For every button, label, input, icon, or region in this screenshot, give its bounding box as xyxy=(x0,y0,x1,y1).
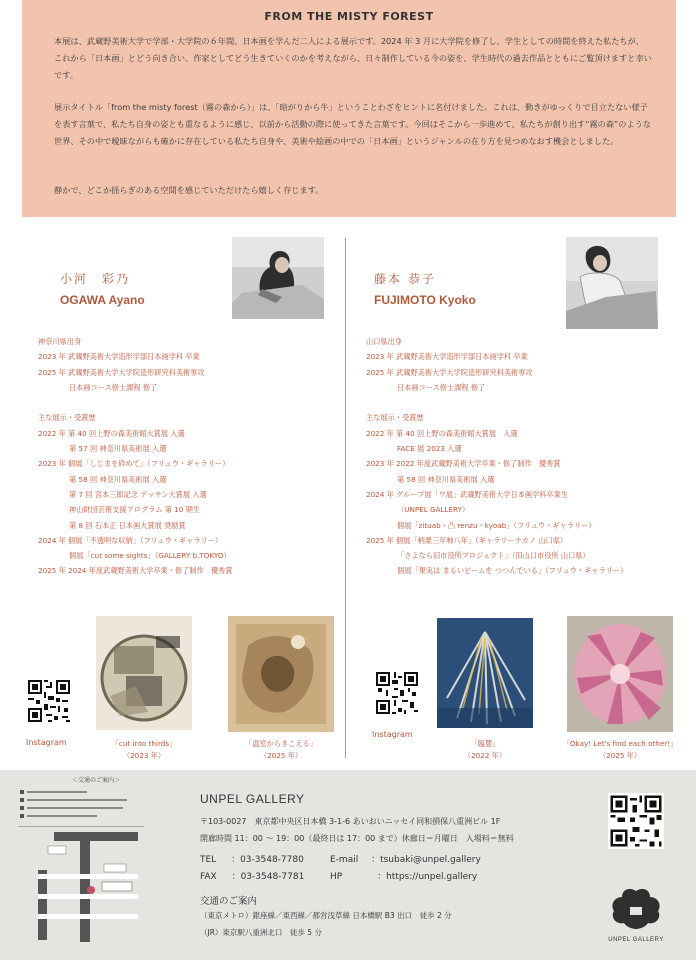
bio-line: 2022 年 第 40 回上野の森美術館大賞展 入選 xyxy=(366,428,518,438)
access-map xyxy=(18,774,144,948)
artist2-instagram-label[interactable]: Instagram xyxy=(372,730,413,739)
access-jr: （JR）東京駅八重洲北口 徒歩 5 分 xyxy=(200,928,322,937)
artist2-bio xyxy=(366,334,627,579)
fax-row xyxy=(200,869,304,882)
gallery-logo xyxy=(608,885,664,945)
bio-line: 2023 年 2022 年度武蔵野美術大学卒業・修了制作 優秀賞 xyxy=(366,459,561,469)
bio-gap xyxy=(366,395,627,410)
logo-text: UNPEL GALLERY xyxy=(608,937,664,943)
fax-label: FAX xyxy=(200,872,217,882)
artist2-work2-caption xyxy=(553,738,687,762)
work-year: （2022 年） xyxy=(463,751,507,760)
work-year: （2025 年） xyxy=(598,751,642,760)
bio-line: 2024 年 グループ展「ワ展」武蔵野美術大学日本画学科卒業生 xyxy=(366,489,568,499)
bio-line: 2025 年 武蔵野美術大学大学院造形研究科美術専攻 xyxy=(38,367,205,377)
artist1-work1-image xyxy=(96,616,192,730)
email-label: E-mail xyxy=(330,855,359,865)
bio-line: 2025 年 武蔵野美術大学大学院造形研究科美術専攻 xyxy=(366,367,533,377)
tel-value[interactable]: ：03-3548-7780 xyxy=(231,855,304,865)
map-title: ＜交通のご案内＞ xyxy=(72,777,121,784)
bio-line: 2025 年 2024 年度武蔵野美術大学卒業・修了制作 優秀賞 xyxy=(38,566,233,576)
artist1-instagram-label[interactable]: Instagram xyxy=(26,738,67,747)
bio-line: 第 8 回 石本正 日本画大賞展 奨励賞 xyxy=(38,520,186,530)
hp-value[interactable]: ：https://unpel.gallery xyxy=(377,872,478,882)
email-value[interactable]: ：tsubaki@unpel.gallery xyxy=(371,855,481,865)
bio-line: 神山財団芸術支援プログラム 第 10 期生 xyxy=(38,505,200,515)
artist1-work1-caption xyxy=(86,738,202,762)
bio-line: 山口県出身 xyxy=(366,337,402,346)
bio-line: 神奈川県出身 xyxy=(38,337,82,346)
bio-line: 第 57 回 神奈川県美術展 入選 xyxy=(38,444,167,454)
artist1-name-jp: 小河 彩乃 xyxy=(60,272,131,286)
bio-line: 2025 年 個展「柄栗三年柿八年」（ギャラリーナカノ 山口県） xyxy=(366,535,568,545)
bio-line: 日本画コース修士課程 修了 xyxy=(366,382,486,392)
work-title: 「Okay! Let's find each other!」 xyxy=(562,739,678,748)
tel-label: TEL xyxy=(200,855,217,865)
artist1-name-en: OGAWA Ayano xyxy=(60,293,145,307)
gallery-address: 〒103-0027 東京都中央区日本橋 3-1-6 あいおいニッセイ同和損保八重洲ビル 1F xyxy=(200,817,501,826)
bio-line: 第 58 回 神奈川県美術展 入選 xyxy=(38,474,167,484)
bio-line: 主な展示・受賞歴 xyxy=(38,413,96,423)
hp-label: HP xyxy=(330,872,343,882)
intro-paragraph-1: 本展は、武蔵野美術大学で学部・大学院の６年間、日本画を学んだ二人による展示です。2024 年 3 月に大学院を修了し、学生としての時間を終えた私たちが、これから「日本画」とどう向き合い、作家としてどう生きていくのかを考えながら、日々制作している今の姿を、学生時代の過去作品とともにご覧頂けますと幸いです。 xyxy=(54,36,652,80)
artist2-name-jp: 藤本 恭子 xyxy=(374,272,436,286)
access-metro: （東京メトロ）銀座線／東西線／都営浅草線 日本橋駅 B3 出口 徒歩 2 分 xyxy=(200,911,452,920)
artist2-work1-image xyxy=(437,618,533,728)
artist1-work2-image xyxy=(228,616,334,732)
bio-line: 第 58 回 神奈川県美術展 入選 xyxy=(366,474,495,484)
bio-line: 2023 年 個展「しじまを砕めて」（フリュウ・ギャラリー） xyxy=(38,459,230,469)
work-year: （2025 年） xyxy=(259,751,303,760)
artist2-work1-caption xyxy=(427,738,543,762)
artist2-portrait xyxy=(566,237,658,329)
artist2-work2-image xyxy=(567,616,673,732)
artist1-bio xyxy=(38,334,232,579)
column-divider xyxy=(345,238,346,758)
email-row xyxy=(330,852,481,865)
access-title: 交通のご案内 xyxy=(200,896,258,907)
bio-gap xyxy=(38,395,232,410)
bio-line: 2024 年 個展「不透明な収納」（フリュウ・ギャラリー） xyxy=(38,535,223,545)
intro-paragraph-3: 静かで、どこか揺らぎのある空間を感じていただけたら嬉しく存じます。 xyxy=(54,185,324,195)
artist1-portrait xyxy=(232,237,324,319)
bio-line: 2023 年 武蔵野美術大学造形学部日本画学科 卒業 xyxy=(366,352,528,362)
work-title: 「臨嬰」 xyxy=(470,739,500,748)
bio-line: 2022 年 第 40 回上野の森美術館大賞展 入選 xyxy=(38,428,185,438)
artist1-work2-caption xyxy=(222,738,340,762)
bio-line: 第 7 回 宮本三郎記念 デッサン大賞展 入選 xyxy=(38,489,207,499)
bio-line: 主な展示・受賞歴 xyxy=(366,413,424,423)
intro-paragraph-2: 展示タイトル「from the misty forest（霧の森から）」は、「暗がりから牛」ということわざをヒントに名付けました。これは、動きがゆっくりで目立たない様子を表す言葉で、私たち自身の姿とも重なるように感じ、以前から活動の際に使ってきた言葉です。今回はそこから一歩進めて、私たちが創り出す“霧の森”のような世界、その中で曖昧ながらも確かに存在している私たち自身や、美術や絵画の中での「日本画」というジャンルの在り方を見つめなおす機会としました。 xyxy=(54,102,652,146)
artist1-qr-code[interactable] xyxy=(26,678,72,724)
bio-line: FACE 展 2023 入選 xyxy=(366,444,462,454)
bio-line: 2023 年 武蔵野美術大学造形学部日本画学科 卒業 xyxy=(38,352,200,362)
bio-line: 個展「果実は まるいビームを つつんでいる」（フリュウ・ギャラリー） xyxy=(366,566,628,576)
bio-line: 「さよなら旧市役所プロジェクト」（旧山口市役所 山口県） xyxy=(366,551,590,561)
work-title: 「cut into thirds」 xyxy=(111,739,177,748)
work-title: 「温室からきこえる」 xyxy=(245,739,317,748)
artist2-name-en: FUJIMOTO Kyoko xyxy=(374,293,476,307)
tel-row xyxy=(200,852,304,865)
artist2-qr-code[interactable] xyxy=(374,670,420,716)
bio-line: 日本画コース修士課程 修了 xyxy=(38,382,158,392)
bio-line: 個展「zituab・凸 renzu・kyoab」（フリュウ・ギャラリー） xyxy=(366,520,596,530)
exhibition-title: FROM THE MISTY FOREST xyxy=(264,10,434,23)
bio-line: 個展「cut some sights」（GALLERY b.TOKYO） xyxy=(38,551,231,561)
fax-value: ：03-3548-7781 xyxy=(231,872,305,882)
gallery-qr-code[interactable] xyxy=(608,793,664,849)
work-year: （2023 年） xyxy=(122,751,166,760)
hp-row xyxy=(330,869,477,882)
gallery-name: UNPEL GALLERY xyxy=(200,792,305,806)
intro-panel xyxy=(22,0,676,217)
gallery-hours: 開廊時間 11：00 ～ 19：00（最終日は 17：00 まで）休廊日＝月曜日 入場料＝無料 xyxy=(200,834,514,843)
bio-line: （UNPEL GALLERY） xyxy=(366,505,470,515)
